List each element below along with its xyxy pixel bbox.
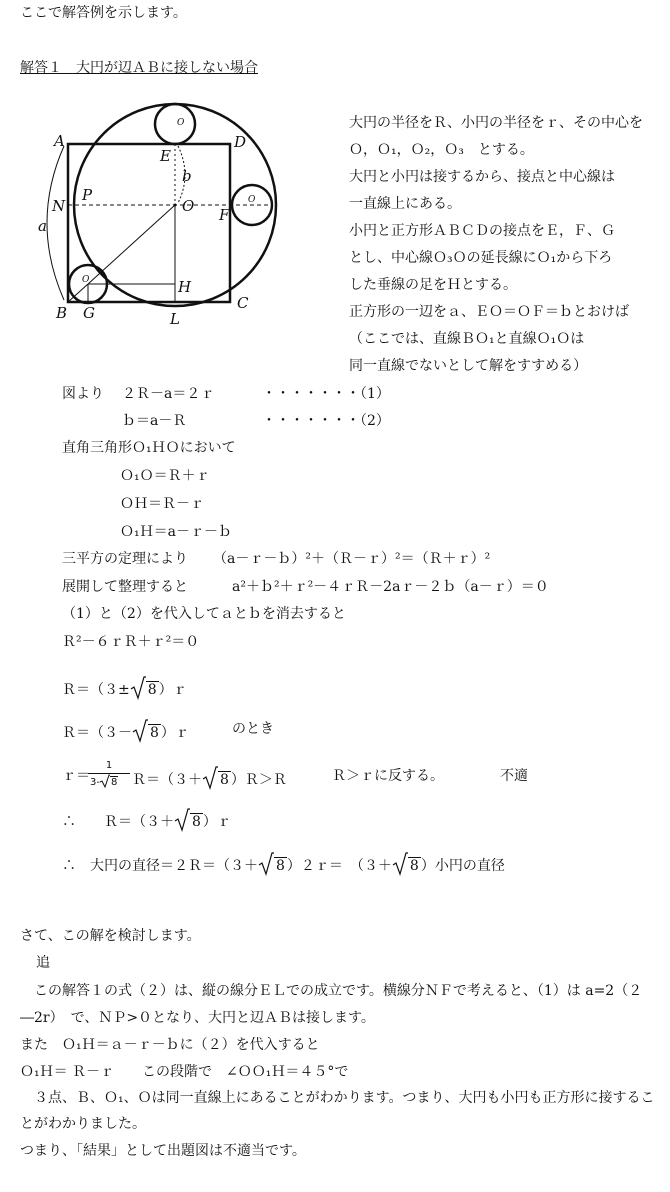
rejected-label: 不適 (500, 768, 528, 784)
case-label: のとき (232, 721, 274, 737)
small-circle-top (155, 104, 195, 144)
eq-o1h: Ｏ₁Ｈ＝a－ｒ－ｂ (120, 524, 232, 540)
review-line: ―2r） で、ＮＰ>０となり、大円と辺ＡＢは接します。 (20, 1010, 375, 1026)
therefore-diameter: ∴ 大円の直径＝２Ｒ＝（３＋ 8 ）２ｒ＝ （３＋ 8 ）小円の直径 (62, 852, 505, 876)
eq-oh: ＯＨ＝Ｒ－ｒ (120, 496, 204, 512)
root-eq-2: Ｒ＝（３－ 8 ）ｒ (62, 719, 189, 743)
section-heading: 解答１ 大円が辺ＡＢに接しない場合 (20, 60, 258, 76)
review-line: また Ｏ₁Ｈ＝ａ－ｒ－ｂに（２）を代入すると (20, 1037, 320, 1053)
sqrt-sign (100, 774, 110, 788)
label-a-vertex: A (54, 132, 65, 150)
label-f: F (219, 206, 230, 224)
right-line: Ｏ，Ｏ₁，Ｏ₂，Ｏ₃ とする。 (349, 142, 534, 158)
intro-text: ここで解答例を示します。 (20, 5, 187, 21)
review-line: Ｏ₁Ｈ＝ Ｒ－ｒ この段階で ∠ＯＯ₁Ｈ＝４５°で (20, 1064, 349, 1080)
review-line: ３点、Ｂ、Ｏ₁、Ｏは同一直線上にあることがわかります。つまり、大円も小円も正方形に接するこ (34, 1090, 655, 1106)
label-o: O (182, 197, 195, 215)
substitute-text: （1）と（2）を代入してａとｂを消去すると (62, 606, 346, 622)
eq-r-rhs: Ｒ＝（３＋ 8 ）Ｒ＞Ｒ (132, 766, 287, 790)
right-line: （ここでは、直線ＢＯ₁と直線Ｏ₁Ｏは (349, 331, 585, 347)
label-n: N (52, 197, 66, 215)
fraction: 1 3- 8 (88, 760, 130, 790)
therefore-r: ∴ Ｒ＝（３＋ 8 ）ｒ (62, 808, 231, 832)
label-o2: O (248, 195, 256, 205)
right-line: 正方形の一辺をａ、ＥＯ＝ＯＦ＝ｂとおけば (349, 304, 629, 320)
review-line: この解答１の式（２）は、縦の線分ＥＬでの成立です。横線分ＮＦで考えると、（1）は a=2（２ (34, 983, 643, 999)
review-line: さて、この解を検討します。 (20, 928, 201, 944)
right-line: 一直線上にある。 (349, 196, 461, 212)
contradiction-text: Ｒ＞ｒに反する。 (332, 768, 444, 784)
triangle-label: 直角三角形Ｏ₁ＨＯにおいて (62, 440, 236, 456)
eq-o1o: Ｏ₁Ｏ＝Ｒ＋ｒ (120, 468, 210, 484)
right-line: 大円の半径をＲ、小円の半径をｒ、その中心を (349, 115, 643, 131)
label-h: H (178, 278, 192, 296)
label-p: P (82, 186, 93, 204)
sqrt-sign (258, 852, 274, 876)
expand-eq: a²＋ｂ²＋ｒ²－４ｒＲ－2aｒ－２ｂ（a－ｒ）＝０ (232, 579, 549, 595)
right-line: 大円と小円は接するから、接点と中心線は (349, 169, 615, 185)
sqrt-sign (130, 676, 146, 700)
sqrt-sign (174, 808, 190, 832)
label-b-vertex: B (56, 304, 68, 322)
eq-1-number: ・・・・・・・（1） (262, 386, 390, 402)
right-line: 同一直線でないとして解をすすめる） (349, 358, 588, 374)
expand-label: 展開して整理すると (62, 579, 188, 595)
label-o3: O (177, 118, 185, 128)
review-line: 追 (36, 955, 50, 971)
review-line: とがわかりました。 (20, 1116, 146, 1132)
label-c-vertex: C (237, 294, 249, 312)
right-line: 小円と正方形ＡＢＣＤの接点をＥ，Ｆ、Ｇ (349, 223, 615, 239)
eq-1: ２Ｒ－a＝２ｒ (122, 386, 215, 402)
arc-a (47, 146, 64, 300)
right-line: した垂線の足をＨとする。 (349, 277, 517, 293)
label-o1: O (82, 275, 90, 285)
pythagoras-label: 三平方の定理により (62, 551, 188, 567)
label-d-vertex: D (234, 133, 247, 151)
sqrt-sign (202, 766, 218, 790)
eq-2: ｂ＝a－Ｒ (122, 413, 187, 429)
label-e: E (160, 147, 171, 165)
label-b-segment: b (182, 167, 192, 185)
quadratic-eq: Ｒ²－６ｒＲ＋ｒ²＝０ (62, 634, 200, 650)
sqrt-sign (132, 719, 148, 743)
point-o (174, 204, 177, 207)
square-abcd (68, 144, 230, 302)
right-line: とし、中心線Ｏ₃Ｏの延長線にＯ₁から下ろ (349, 250, 613, 266)
eq-r-lhs: ｒ＝ (62, 768, 90, 784)
sqrt-sign (392, 852, 408, 876)
label-a-side: a (38, 217, 47, 235)
eq-fig-from: 図より (62, 386, 104, 402)
review-line: つまり、「結果」として出題図は不適当です。 (20, 1143, 306, 1159)
pythagoras-eq: （a－ｒ－ｂ）²＋（Ｒ－ｒ）²＝（Ｒ＋ｒ）² (213, 551, 491, 567)
root-eq-1: Ｒ＝（３± 8 ）ｒ (62, 676, 187, 700)
eq-2-number: ・・・・・・・（2） (262, 413, 390, 429)
label-g: G (83, 304, 95, 322)
line-o1-o (88, 205, 175, 284)
label-l: L (170, 310, 180, 328)
